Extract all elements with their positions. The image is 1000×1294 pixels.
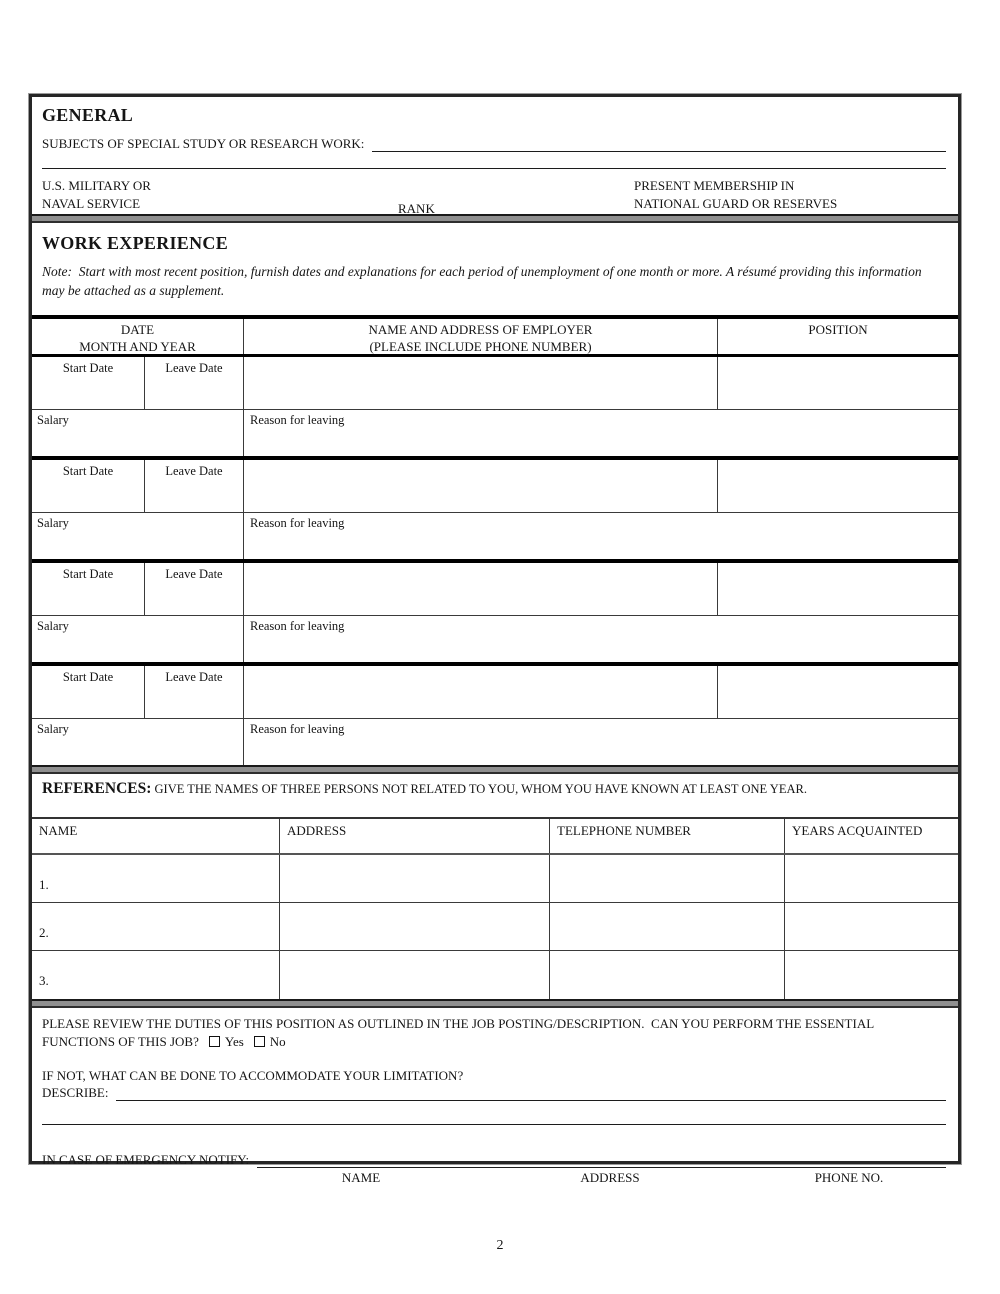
reason-for-leaving-cell[interactable]: Reason for leaving bbox=[250, 722, 345, 736]
leave-date-cell[interactable]: Leave Date bbox=[145, 460, 244, 512]
duties-review-paragraph: PLEASE REVIEW THE DUTIES OF THIS POSITION AS OUTLINED IN THE JOB POSTING/DESCRIPTION. CAN YOU PERFORM THE ESSENTIAL FUNCTIONS OF THIS JOB? Yes No bbox=[42, 1016, 877, 1049]
section-general bbox=[32, 97, 958, 214]
date-column-header: DATE MONTH AND YEAR bbox=[32, 319, 244, 354]
work-experience-note: Note: Start with most recent position, furnish dates and explanations for each period of unemployment of one month or more. A résumé providing this information may be attached as a supplement. bbox=[42, 264, 925, 298]
emergency-name-label: NAME bbox=[341, 1170, 381, 1185]
reason-for-leaving-cell[interactable]: Reason for leaving bbox=[250, 619, 345, 633]
emergency-notify-label: IN CASE OF EMERGENCY NOTIFY: bbox=[42, 1152, 250, 1167]
salary-cell[interactable]: Salary bbox=[32, 410, 244, 456]
reference-telephone-cell[interactable] bbox=[550, 855, 785, 902]
reference-name-cell[interactable]: 1. bbox=[32, 855, 280, 902]
reference-telephone-cell[interactable] bbox=[550, 951, 785, 999]
reference-address-cell[interactable] bbox=[280, 903, 550, 950]
leave-date-cell[interactable]: Leave Date bbox=[145, 357, 244, 409]
salary-cell[interactable]: Salary bbox=[32, 616, 244, 662]
references-instructions: GIVE THE NAMES OF THREE PERSONS NOT RELATED TO YOU, WHOM YOU HAVE KNOWN AT LEAST ONE YEAR. bbox=[154, 782, 807, 796]
employer-column-header: NAME AND ADDRESS OF EMPLOYER (PLEASE INCLUDE PHONE NUMBER) bbox=[244, 319, 718, 354]
general-title: GENERAL bbox=[42, 105, 134, 125]
address-column-header: ADDRESS bbox=[280, 819, 550, 853]
reference-years-cell[interactable] bbox=[785, 951, 958, 999]
start-date-cell[interactable]: Start Date bbox=[32, 666, 145, 718]
reason-for-leaving-cell[interactable]: Reason for leaving bbox=[250, 413, 345, 427]
work-experience-table bbox=[32, 315, 958, 765]
section-divider bbox=[32, 999, 958, 1008]
no-label: No bbox=[269, 1033, 286, 1049]
start-date-cell[interactable]: Start Date bbox=[32, 563, 145, 615]
work-table-header bbox=[32, 319, 958, 357]
references-table bbox=[32, 817, 958, 999]
position-input-cell[interactable] bbox=[718, 666, 958, 718]
start-date-cell[interactable]: Start Date bbox=[32, 357, 145, 409]
years-acquainted-column-header: YEARS ACQUAINTED bbox=[792, 823, 923, 838]
military-service-label: U.S. MILITARY OR NAVAL SERVICE bbox=[42, 178, 151, 211]
describe-input-line[interactable] bbox=[116, 1087, 946, 1101]
emergency-sublabels bbox=[42, 1170, 946, 1188]
section-divider bbox=[32, 765, 958, 774]
reference-years-cell[interactable] bbox=[785, 903, 958, 950]
employment-block-2 bbox=[32, 460, 958, 563]
employer-input-cell[interactable] bbox=[244, 460, 718, 512]
reason-for-leaving-cell[interactable]: Reason for leaving bbox=[250, 516, 345, 530]
name-column-header: NAME bbox=[32, 819, 280, 853]
employer-input-cell[interactable] bbox=[244, 666, 718, 718]
reference-address-cell[interactable] bbox=[280, 951, 550, 999]
references-title: REFERENCES: bbox=[42, 780, 152, 797]
subjects-input-line[interactable] bbox=[372, 138, 946, 152]
leave-date-cell[interactable]: Leave Date bbox=[145, 563, 244, 615]
describe-input-line-2[interactable] bbox=[42, 1124, 946, 1125]
position-column-header: POSITION bbox=[808, 322, 868, 337]
employment-block-3 bbox=[32, 563, 958, 666]
emergency-phone-label: PHONE NO. bbox=[814, 1170, 884, 1185]
start-date-cell[interactable]: Start Date bbox=[32, 460, 145, 512]
references-table-header bbox=[32, 819, 958, 855]
subjects-input-line-2[interactable] bbox=[42, 168, 946, 169]
section-work-experience bbox=[32, 223, 958, 315]
salary-cell[interactable]: Salary bbox=[32, 513, 244, 559]
telephone-column-header: TELEPHONE NUMBER bbox=[550, 819, 785, 853]
emergency-address-label: ADDRESS bbox=[580, 1170, 640, 1185]
position-input-cell[interactable] bbox=[718, 357, 958, 409]
describe-label: DESCRIBE: bbox=[42, 1085, 109, 1100]
employment-block-1 bbox=[32, 357, 958, 460]
reference-telephone-cell[interactable] bbox=[550, 903, 785, 950]
reference-row-2 bbox=[32, 903, 958, 951]
reference-row-1 bbox=[32, 855, 958, 903]
employer-input-cell[interactable] bbox=[244, 357, 718, 409]
subjects-label: SUBJECTS OF SPECIAL STUDY OR RESEARCH WORK: bbox=[42, 136, 365, 151]
reference-name-cell[interactable]: 3. bbox=[32, 951, 280, 999]
section-duties bbox=[32, 1008, 958, 1188]
page-number: 2 bbox=[496, 1238, 504, 1253]
section-references bbox=[32, 774, 958, 817]
no-checkbox[interactable] bbox=[254, 1036, 265, 1047]
reference-row-3 bbox=[32, 951, 958, 999]
reference-address-cell[interactable] bbox=[280, 855, 550, 902]
leave-date-cell[interactable]: Leave Date bbox=[145, 666, 244, 718]
national-guard-label: PRESENT MEMBERSHIP IN NATIONAL GUARD OR RESERVES bbox=[634, 178, 838, 211]
reference-years-cell[interactable] bbox=[785, 855, 958, 902]
employer-input-cell[interactable] bbox=[244, 563, 718, 615]
salary-cell[interactable]: Salary bbox=[32, 719, 244, 765]
position-input-cell[interactable] bbox=[718, 460, 958, 512]
work-experience-title: WORK EXPERIENCE bbox=[42, 233, 229, 253]
yes-label: Yes bbox=[224, 1033, 244, 1049]
reference-name-cell[interactable]: 2. bbox=[32, 903, 280, 950]
if-not-label: IF NOT, WHAT CAN BE DONE TO ACCOMMODATE YOUR LIMITATION? bbox=[42, 1068, 464, 1083]
emergency-input-line[interactable] bbox=[257, 1154, 946, 1168]
form-border-box bbox=[29, 94, 961, 1185]
rank-label: RANK bbox=[398, 201, 435, 216]
yes-checkbox[interactable] bbox=[209, 1036, 220, 1047]
employment-block-4 bbox=[32, 666, 958, 765]
position-input-cell[interactable] bbox=[718, 563, 958, 615]
